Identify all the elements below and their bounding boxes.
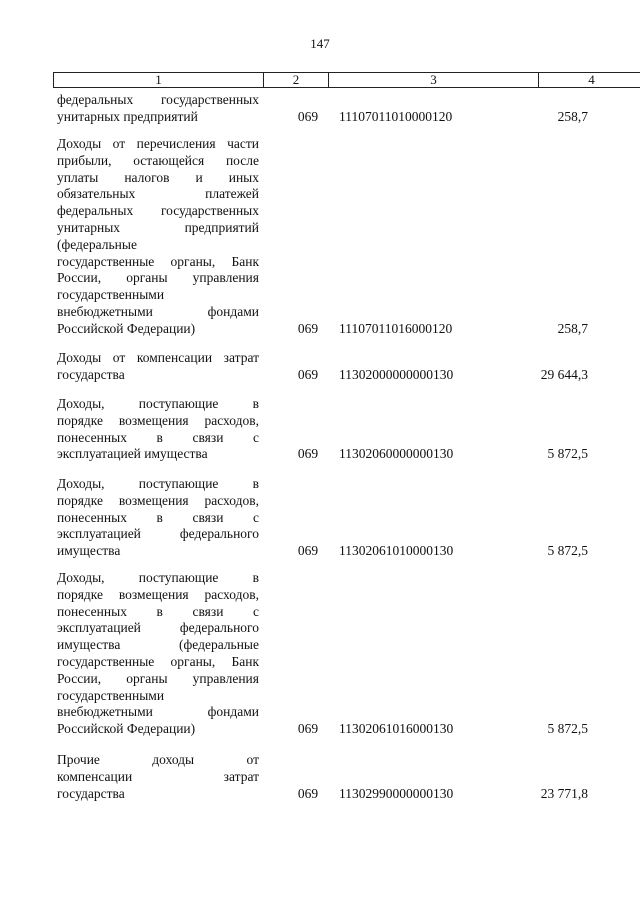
row-admin-code: 069 [297, 785, 319, 801]
row-kbk-code: 11302990000000130 [339, 785, 454, 801]
row-kbk-code: 11302061010000130 [339, 543, 454, 559]
description-line: понесенных в связи с [57, 603, 259, 619]
description-line: имущества [57, 543, 121, 559]
description-line: государственными [57, 287, 165, 303]
description-line: Доходы от перечисления части [57, 136, 259, 151]
row-kbk-code: 11302060000000130 [339, 446, 454, 462]
description-line: федеральных государственных [57, 203, 259, 219]
row-description [57, 752, 259, 802]
row-kbk-code: 11302000000000130 [339, 366, 454, 382]
table-header-row [53, 72, 640, 88]
description-line: государственными [57, 687, 165, 703]
description-line: унитарных предприятий [57, 108, 198, 124]
description-line: государственные органы, Банк [57, 253, 259, 269]
description-line: Российской Федерации) [57, 320, 196, 336]
row-admin-code: 069 [297, 721, 319, 737]
description-line: порядке возмещения расходов, [57, 412, 259, 428]
description-line: унитарных предприятий [57, 219, 259, 235]
header-col-4: 4 [588, 72, 595, 87]
row-admin-code: 069 [297, 320, 319, 336]
table-row [53, 136, 593, 338]
description-line: Прочие доходы от [57, 752, 259, 767]
description-line: эксплуатацией имущества [57, 446, 208, 462]
row-description [57, 92, 259, 126]
description-line: Доходы от компенсации затрат [57, 350, 259, 365]
table-row [53, 752, 593, 802]
table-row [53, 92, 593, 126]
row-amount: 258,7 [557, 320, 588, 336]
row-kbk-code: 11302061016000130 [339, 721, 454, 737]
description-line: внебюджетными фондами [57, 704, 259, 720]
description-line: государственные органы, Банк [57, 653, 259, 669]
row-kbk-code: 11107011016000120 [339, 320, 453, 336]
row-kbk-code: 11107011010000120 [339, 108, 453, 124]
description-line: обязательных платежей [57, 186, 259, 202]
row-amount: 5 872,5 [547, 543, 588, 559]
row-description [57, 396, 259, 463]
header-col-2: 2 [264, 73, 329, 87]
description-line: порядке возмещения расходов, [57, 492, 259, 508]
description-line: имущества (федеральные [57, 637, 259, 653]
row-admin-code: 069 [297, 543, 319, 559]
description-line: Доходы, поступающие в [57, 570, 259, 585]
table-row [53, 570, 593, 738]
description-line: эксплуатацией федерального [57, 526, 259, 542]
row-description [57, 570, 259, 738]
header-col-3: 3 [329, 73, 539, 87]
description-line: понесенных в связи с [57, 429, 259, 445]
description-line: внебюджетными фондами [57, 303, 259, 319]
row-admin-code: 069 [297, 366, 319, 382]
description-line: России, органы управления [57, 270, 259, 286]
description-line: компенсации затрат [57, 768, 259, 784]
description-line: государства [57, 785, 125, 801]
row-admin-code: 069 [297, 446, 319, 462]
description-line: России, органы управления [57, 670, 259, 686]
description-line: порядке возмещения расходов, [57, 586, 259, 602]
description-line: государства [57, 366, 125, 382]
description-line: Доходы, поступающие в [57, 476, 259, 491]
row-amount: 5 872,5 [547, 446, 588, 462]
table-row [53, 350, 593, 384]
row-amount: 23 771,8 [540, 785, 588, 801]
table-row [53, 476, 593, 560]
description-line: федеральных государственных [57, 92, 259, 107]
row-description [57, 136, 259, 338]
description-line: Доходы, поступающие в [57, 396, 259, 411]
description-line: уплаты налогов и иных [57, 169, 259, 185]
page-number: 147 [310, 36, 330, 51]
row-amount: 5 872,5 [547, 721, 588, 737]
header-col-1: 1 [54, 73, 264, 87]
row-amount: 258,7 [557, 108, 588, 124]
description-line: понесенных в связи с [57, 509, 259, 525]
row-admin-code: 069 [297, 108, 319, 124]
description-line: Российской Федерации) [57, 721, 196, 737]
row-description [57, 350, 259, 384]
description-line: прибыли, остающейся после [57, 152, 259, 168]
table-row [53, 396, 593, 463]
row-amount: 29 644,3 [540, 366, 588, 382]
description-line: (федеральные [57, 236, 137, 252]
row-description [57, 476, 259, 560]
description-line: эксплуатацией федерального [57, 620, 259, 636]
